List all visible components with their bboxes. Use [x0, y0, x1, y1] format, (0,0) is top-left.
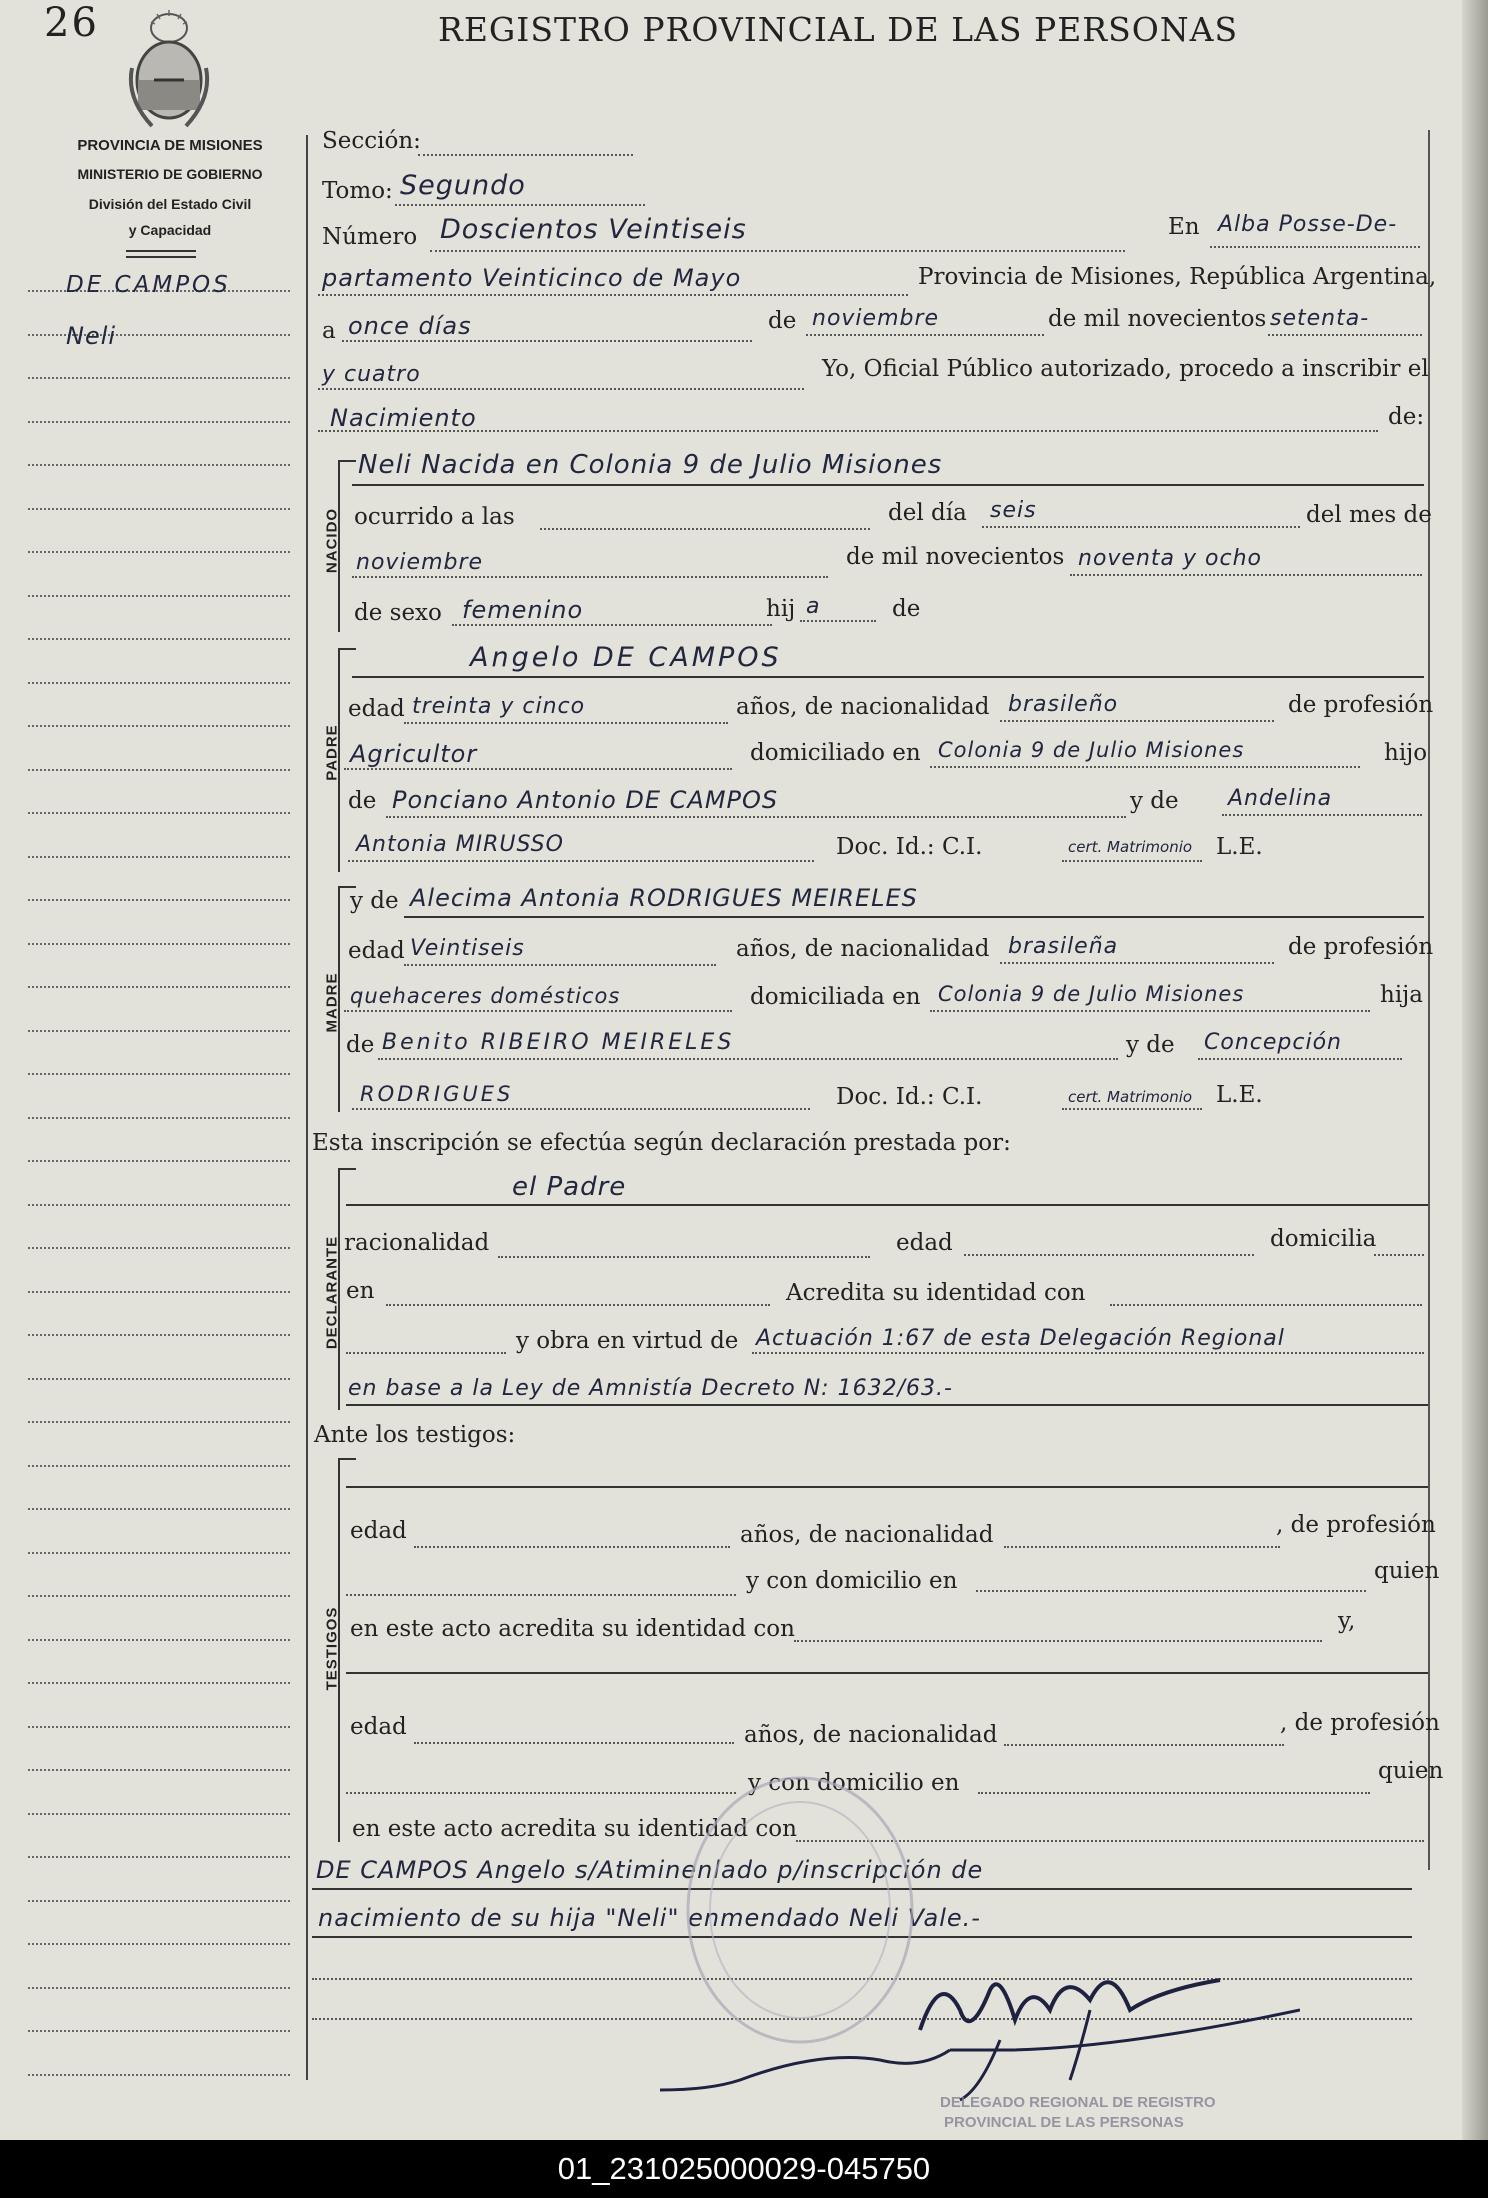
signature-icon — [620, 1950, 1300, 2110]
nacido-anio-value: noventa y ocho — [1078, 546, 1262, 571]
testigo2-acredita-label: en este acto acredita su identidad con — [352, 1816, 797, 1842]
en-value: Alba Posse-De- — [1218, 212, 1398, 237]
document-title: REGISTRO PROVINCIAL DE LAS PERSONAS — [438, 10, 1239, 49]
declarante-nac-label: racionalidad — [344, 1230, 490, 1256]
testigos-intro-label: Ante los testigos: — [314, 1422, 516, 1448]
nacido-mes-value: noviembre — [356, 550, 484, 575]
margin-rule — [28, 1508, 290, 1510]
margin-rule — [28, 551, 290, 553]
dia-value: once días — [348, 312, 472, 340]
margin-rule — [28, 769, 290, 771]
padre-dom-value: Colonia 9 de Julio Misiones — [938, 738, 1245, 762]
margin-surname: DE CAMPOS — [66, 272, 231, 298]
margin-rule — [28, 1682, 290, 1684]
madre-edad-value: Veintiseis — [410, 936, 525, 961]
margin-rule — [28, 1204, 290, 1206]
padre-prof-label: de profesión — [1288, 692, 1434, 718]
en-label: En — [1168, 214, 1200, 240]
testigo1-acredita-label: en este acto acredita su identidad con — [350, 1616, 795, 1642]
partido-value: partamento Veinticinco de Mayo — [322, 264, 742, 292]
numero-label: Número — [322, 224, 418, 250]
nacido-name-value: Neli Nacida en Colonia 9 de Julio Misiones — [358, 450, 943, 480]
madre-hija-label: hija — [1380, 982, 1424, 1008]
madre-le-label: L.E. — [1216, 1082, 1263, 1108]
padre-de-label: de — [348, 788, 377, 814]
madre-prof-value: quehaceres domésticos — [350, 984, 621, 1008]
margin-rule — [28, 856, 290, 858]
seccion-label: Sección: — [322, 128, 421, 154]
margin-rule — [28, 1856, 290, 1858]
declarante-section-label: DECLARANTE — [323, 1235, 341, 1350]
closing-note-line-1: DE CAMPOS Angelo s/Atiminenlado p/inscripción de — [316, 1856, 984, 1884]
padre-dom-label: domiciliado en — [750, 740, 921, 766]
margin-rule — [28, 595, 290, 597]
margin-rule — [28, 1595, 290, 1597]
madre-madre-value-2: RODRIGUES — [360, 1082, 514, 1106]
testigo2-prof-label: , de profesión — [1280, 1710, 1440, 1736]
padre-prof-value: Agricultor — [350, 740, 478, 768]
madre-de-label: de — [346, 1032, 375, 1058]
margin-rule — [28, 812, 290, 814]
header-capacity: y Capacidad — [128, 222, 212, 238]
margin-rule — [28, 1987, 290, 1989]
padre-doc-value: cert. Matrimonio — [1068, 838, 1193, 856]
nacido-section-label: NACIDO — [323, 507, 341, 574]
hij-label: hij — [766, 596, 796, 622]
margin-rule — [28, 682, 290, 684]
margin-rule — [28, 1465, 290, 1467]
declarante-obra-value-1: Actuación 1:67 de esta Delegación Regional — [756, 1326, 1285, 1351]
tomo-value: Segundo — [400, 170, 526, 201]
margin-rule — [28, 1247, 290, 1249]
margin-rule — [28, 1378, 290, 1380]
hij-value: a — [806, 594, 821, 619]
madre-doc-value: cert. Matrimonio — [1068, 1088, 1193, 1106]
declarante-acredita-label: Acredita su identidad con — [786, 1280, 1086, 1306]
padre-nac-value: brasileño — [1008, 692, 1119, 717]
footer-code: 01_231025000029-045750 — [0, 2140, 1488, 2198]
margin-rule — [28, 2030, 290, 2032]
margin-rule — [28, 377, 290, 379]
padre-y-de-label: y de — [1130, 788, 1179, 814]
madre-dom-value: Colonia 9 de Julio Misiones — [938, 982, 1245, 1006]
anio-value-2: y cuatro — [322, 362, 421, 387]
padre-madre-value-1: Andelina — [1228, 786, 1333, 811]
margin-rule — [28, 1421, 290, 1423]
margin-rule — [28, 725, 290, 727]
declarante-edad-label: edad — [896, 1230, 953, 1256]
testigo2-dom-label: y con domicilio en — [748, 1770, 960, 1796]
padre-le-label: L.E. — [1216, 834, 1263, 860]
testigo1-nac-label: años, de nacionalidad — [740, 1522, 994, 1548]
madre-dom-label: domiciliada en — [750, 984, 921, 1010]
padre-padre-value: Ponciano Antonio DE CAMPOS — [392, 786, 779, 814]
madre-section-label: MADRE — [323, 972, 341, 1033]
madre-nac-label: años, de nacionalidad — [736, 936, 990, 962]
margin-rule — [28, 2074, 290, 2076]
padre-hijo-label: hijo — [1384, 740, 1428, 766]
declarante-obra-label: y obra en virtud de — [516, 1328, 739, 1354]
margin-rule — [28, 1769, 290, 1771]
madre-prof-label: de profesión — [1288, 934, 1434, 960]
mil-label: de mil novecientos — [1048, 306, 1267, 332]
margin-rule — [28, 1160, 290, 1162]
testigos-section-label: TESTIGOS — [323, 1606, 341, 1691]
margin-rule — [28, 1334, 290, 1336]
madre-y-de-label-2: y de — [1126, 1032, 1175, 1058]
header-province: PROVINCIA DE MISIONES — [77, 137, 263, 154]
margin-rule — [28, 638, 290, 640]
anio-value-1: setenta- — [1270, 306, 1370, 331]
testigo1-edad-label: edad — [350, 1518, 407, 1544]
nacido-de-label: de — [892, 596, 921, 622]
declarante-en-label: en — [346, 1278, 375, 1304]
margin-rule — [28, 464, 290, 466]
madre-padre-value: Benito RIBEIRO MEIRELES — [382, 1030, 735, 1055]
header-division: División del Estado Civil — [88, 196, 252, 212]
sexo-label: de sexo — [354, 600, 442, 626]
margin-rule — [28, 1073, 290, 1075]
madre-nac-value: brasileña — [1008, 934, 1119, 959]
padre-doc-label: Doc. Id.: C.I. — [836, 834, 983, 860]
margin-rule — [28, 1552, 290, 1554]
madre-edad-label: edad — [348, 938, 405, 964]
page-number: 26 — [44, 0, 99, 46]
yo-label: Yo, Oficial Público autorizado, procedo a inscribir el — [822, 356, 1429, 382]
testigo1-dom-label: y con domicilio en — [746, 1568, 958, 1594]
testigo1-quien-label: quien — [1374, 1558, 1440, 1584]
stamp-line-2: PROVINCIAL DE LAS PERSONAS — [944, 2114, 1184, 2131]
padre-nac-label: años, de nacionalidad — [736, 694, 990, 720]
mes-value: noviembre — [812, 306, 940, 331]
padre-section-label: PADRE — [323, 724, 341, 781]
tomo-label: Tomo: — [322, 178, 393, 204]
testigo2-quien-label: quien — [1378, 1758, 1444, 1784]
de-label: de — [768, 308, 797, 334]
margin-rule — [28, 1291, 290, 1293]
padre-name-value: Angelo DE CAMPOS — [470, 642, 782, 673]
margin-rule — [28, 943, 290, 945]
madre-name-value: Alecima Antonia RODRIGUES MEIRELES — [410, 884, 918, 912]
declarante-dom-label: domicilia — [1270, 1226, 1377, 1252]
de-colon-label: de: — [1388, 404, 1425, 430]
header-ministry: MINISTERIO DE GOBIERNO — [77, 166, 263, 182]
del-dia-label: del día — [888, 500, 967, 526]
ocurrido-label: ocurrido a las — [354, 504, 515, 530]
margin-name: Neli — [66, 322, 117, 350]
margin-rule — [28, 1639, 290, 1641]
del-mes-label: del mes de — [1306, 502, 1432, 528]
margin-rule — [28, 899, 290, 901]
declarante-name-value: el Padre — [512, 1172, 627, 1202]
testigo1-y-label: y, — [1338, 1608, 1356, 1634]
margin-rule — [28, 1943, 290, 1945]
coat-of-arms-icon — [124, 8, 214, 136]
padre-edad-label: edad — [348, 696, 405, 722]
testigo2-nac-label: años, de nacionalidad — [744, 1722, 998, 1748]
madre-madre-value-1: Concepción — [1204, 1030, 1342, 1055]
testigo1-prof-label: , de profesión — [1276, 1512, 1436, 1538]
acto-value: Nacimiento — [330, 404, 477, 432]
padre-madre-value-2: Antonia MIRUSSO — [356, 832, 564, 857]
declaracion-label: Esta inscripción se efectúa según declaración prestada por: — [312, 1130, 1011, 1156]
sexo-value: femenino — [462, 596, 584, 624]
margin-rule — [28, 1813, 290, 1815]
margin-rule — [28, 1030, 290, 1032]
margin-rule — [28, 508, 290, 510]
margin-rule — [28, 986, 290, 988]
stamp-line-1: DELEGADO REGIONAL DE REGISTRO — [940, 2094, 1216, 2111]
margin-rule — [28, 421, 290, 423]
margin-rule — [28, 1726, 290, 1728]
declarante-obra-value-2: en base a la Ley de Amnistía Decreto N: 1632/63.- — [348, 1376, 953, 1401]
margin-rule — [28, 1117, 290, 1119]
margin-rule — [28, 1900, 290, 1902]
padre-edad-value: treinta y cinco — [412, 694, 586, 719]
closing-note-line-2: nacimiento de su hija "Neli" enmendado Neli Vale.- — [318, 1904, 981, 1932]
madre-doc-label: Doc. Id.: C.I. — [836, 1084, 983, 1110]
provincia-label: Provincia de Misiones, República Argentina, — [918, 264, 1437, 290]
nacido-mil-label: de mil novecientos — [846, 544, 1065, 570]
numero-value: Doscientos Veintiseis — [440, 214, 747, 245]
nacido-dia-value: seis — [990, 498, 1037, 523]
a-label: a — [322, 318, 336, 344]
testigo2-edad-label: edad — [350, 1714, 407, 1740]
madre-y-de-label: y de — [350, 888, 399, 914]
